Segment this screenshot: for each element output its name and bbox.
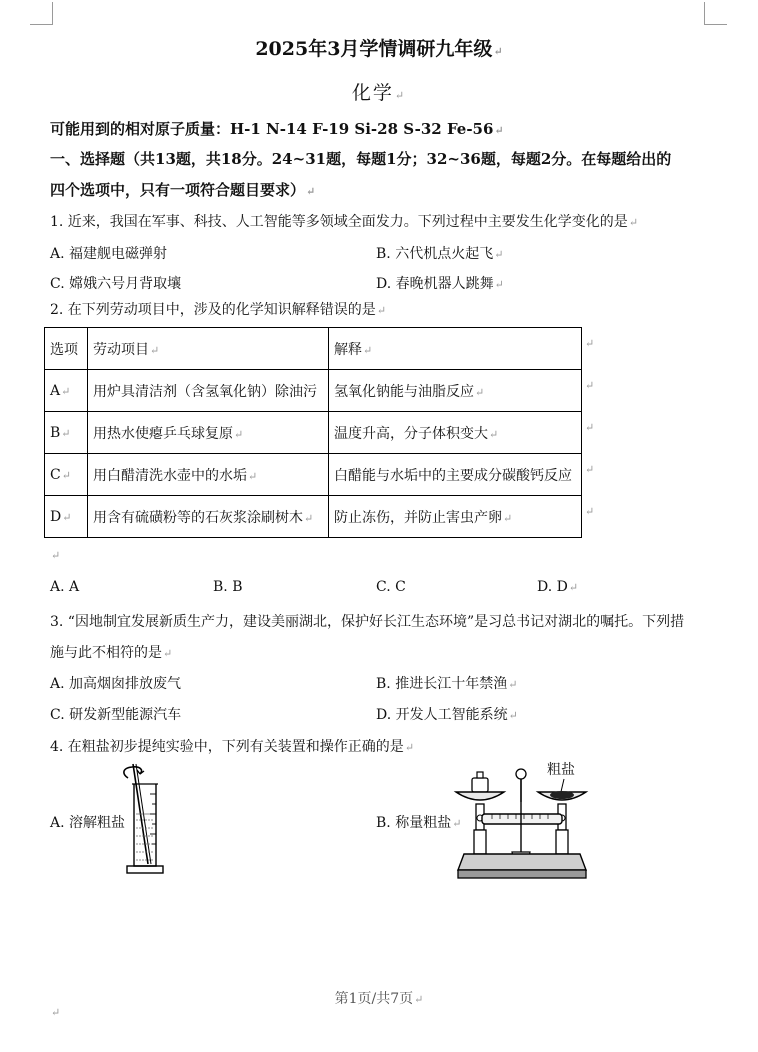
q4-option-a: A. 溶解粗盐 xyxy=(50,815,126,831)
q2-option-a: A. A xyxy=(50,579,80,595)
table-cell: 温度升高，分子体积变大↵ xyxy=(329,412,582,454)
q2-option-c: C. C xyxy=(376,579,406,595)
q3-stem-line-1: 3. “因地制宜发展新质生产力，建设美丽湖北，保护好长江生态环境”是习总书记对湖北的嘱托。下列措 xyxy=(50,614,685,630)
q1-option-b: B. 六代机点火起飞↵ xyxy=(376,246,504,262)
table-row xyxy=(45,454,582,496)
row-end-mark: ↵ xyxy=(585,337,595,350)
table-cell: 用热水使瘪乒乓球复原↵ xyxy=(88,412,329,454)
table-row xyxy=(45,370,582,412)
crop-mark-top-left xyxy=(30,2,53,25)
crop-mark-top-right xyxy=(704,2,727,25)
table-cell: B↵ xyxy=(45,412,88,454)
table-row xyxy=(45,412,582,454)
q2-stem: 2. 在下列劳动项目中，涉及的化学知识解释错误的是↵ xyxy=(50,302,387,318)
q3-option-d: D. 开发人工智能系统↵ xyxy=(376,707,518,723)
dissolving-cylinder-illustration xyxy=(118,762,178,880)
table-cell: D↵ xyxy=(45,496,88,538)
q3-option-a: A. 加高烟囱排放废气 xyxy=(50,676,182,692)
table-cell: C↵ xyxy=(45,454,88,496)
row-end-mark: ↵ xyxy=(585,463,595,476)
table-header-cell: 劳动项目↵ xyxy=(88,328,329,370)
q1-option-d: D. 春晚机器人跳舞↵ xyxy=(376,276,504,292)
q1-option-a: A. 福建舰电磁弹射 xyxy=(50,246,168,262)
page-footer: 第1页/共7页↵ xyxy=(334,991,424,1007)
atomic-masses-line: 可能用到的相对原子质量：H-1 N-14 F-19 Si-28 S-32 Fe-56↵ xyxy=(50,120,504,138)
table-cell: A↵ xyxy=(45,370,88,412)
table-row xyxy=(45,496,582,538)
q2-option-b: B. B xyxy=(213,579,243,595)
paragraph-mark: ↵ xyxy=(51,1006,61,1019)
section-heading-line-1: 一、选择题（共13题，共18分。24~31题，每题1分；32~36题，每题2分。在每题给出的 xyxy=(50,150,672,168)
q3-option-c: C. 研发新型能源汽车 xyxy=(50,707,182,723)
balance-label: 粗盐 xyxy=(547,762,575,778)
q3-stem-line-2: 施与此不相符的是↵ xyxy=(50,645,173,661)
q1-option-c: C. 嫦娥六号月背取壤 xyxy=(50,276,182,292)
table-cell: 用白醋清洗水壶中的水垢↵ xyxy=(88,454,329,496)
table-cell: 防止冻伤，并防止害虫产卵↵ xyxy=(329,496,582,538)
table-header-cell: 解释↵ xyxy=(329,328,582,370)
paragraph-mark: ↵ xyxy=(51,549,61,562)
row-end-mark: ↵ xyxy=(585,505,595,518)
q4-option-b: B. 称量粗盐↵ xyxy=(376,815,462,831)
table-header-cell: 选项 xyxy=(45,328,88,370)
table-header-row xyxy=(45,328,582,370)
table-cell: 用炉具清洁剂（含氢氧化钠）除油污 xyxy=(88,370,329,412)
q3-option-b: B. 推进长江十年禁渔↵ xyxy=(376,676,518,692)
exam-title: 2025年3月学情调研九年级↵ xyxy=(255,38,503,60)
section-heading-line-2: 四个选项中，只有一项符合题目要求）↵ xyxy=(50,181,316,199)
table-cell: 用含有硫磺粉等的石灰浆涂刷树木↵ xyxy=(88,496,329,538)
row-end-mark: ↵ xyxy=(585,379,595,392)
q2-option-d: D. D↵ xyxy=(537,579,579,595)
row-end-mark: ↵ xyxy=(585,421,595,434)
q2-table xyxy=(44,327,582,538)
q4-stem: 4. 在粗盐初步提纯实验中，下列有关装置和操作正确的是↵ xyxy=(50,739,415,755)
table-cell: 白醋能与水垢中的主要成分碳酸钙反应 xyxy=(329,454,582,496)
exam-subject: 化学↵ xyxy=(351,82,407,104)
q1-stem: 1. 近来，我国在军事、科技、人工智能等多领域全面发力。下列过程中主要发生化学变化的是↵ xyxy=(50,214,639,230)
table-cell: 氢氧化钠能与油脂反应↵ xyxy=(329,370,582,412)
balance-illustration xyxy=(452,762,592,882)
